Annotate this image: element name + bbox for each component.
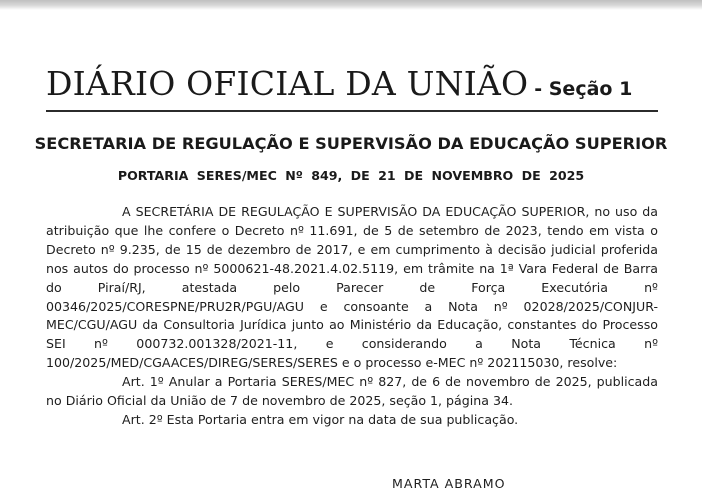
article-1: Art. 1º Anular a Portaria SERES/MEC nº 827, de 6 de novembro de 2025, publicada no Diário Oficial da União de 7 de novembro de 2025, seção 1, página 34. — [46, 374, 658, 409]
act-title: PORTARIA SERES/MEC Nº 849, DE 21 DE NOVEMBRO DE 2025 — [117, 168, 585, 183]
gazette-title: DIÁRIO OFICIAL DA UNIÃO — [46, 64, 529, 103]
gazette-section: - Seção 1 — [534, 78, 633, 100]
masthead-divider — [46, 110, 658, 112]
preamble-paragraph: A SECRETÁRIA DE REGULAÇÃO E SUPERVISÃO DA EDUCAÇÃO SUPERIOR, no uso da atribuição que lhe confere o Decreto nº 11.691, de 5 de setembro de 2023, tendo em vista o Decreto nº 9.235, de 15 de dezembro de 2017, e em cumprimento à decisão judicial proferida nos autos do processo nº 5000621-48.2021.4.02.5119, em trâmite na 1ª Vara Federal de Barra do Piraí/RJ, atestada pelo Parecer de Força Executória nº 00346/2025/CORESPNE/PRU2R/PGU/AGU e consoante a Nota nº 02028/2025/CONJUR-MEC/CGU/AGU da Consultoria Jurídica junto ao Ministério da Educação, constantes do Processo SEI nº 000732.001328/2021-11, e considerando a Nota Técnica nº 100/2025/MED/CGAACES/DIREG/SERES/SERES e o processo e-MEC nº 202115030, resolve: — [46, 204, 658, 371]
masthead — [46, 64, 632, 103]
organ-heading: SECRETARIA DE REGULAÇÃO E SUPERVISÃO DA EDUCAÇÃO SUPERIOR — [34, 134, 668, 153]
page-top-edge — [0, 0, 702, 10]
act-body — [46, 203, 658, 430]
signatory-name: MARTA ABRAMO — [392, 476, 506, 491]
article-2: Art. 2º Esta Portaria entra em vigor na data de sua publicação. — [122, 411, 519, 427]
